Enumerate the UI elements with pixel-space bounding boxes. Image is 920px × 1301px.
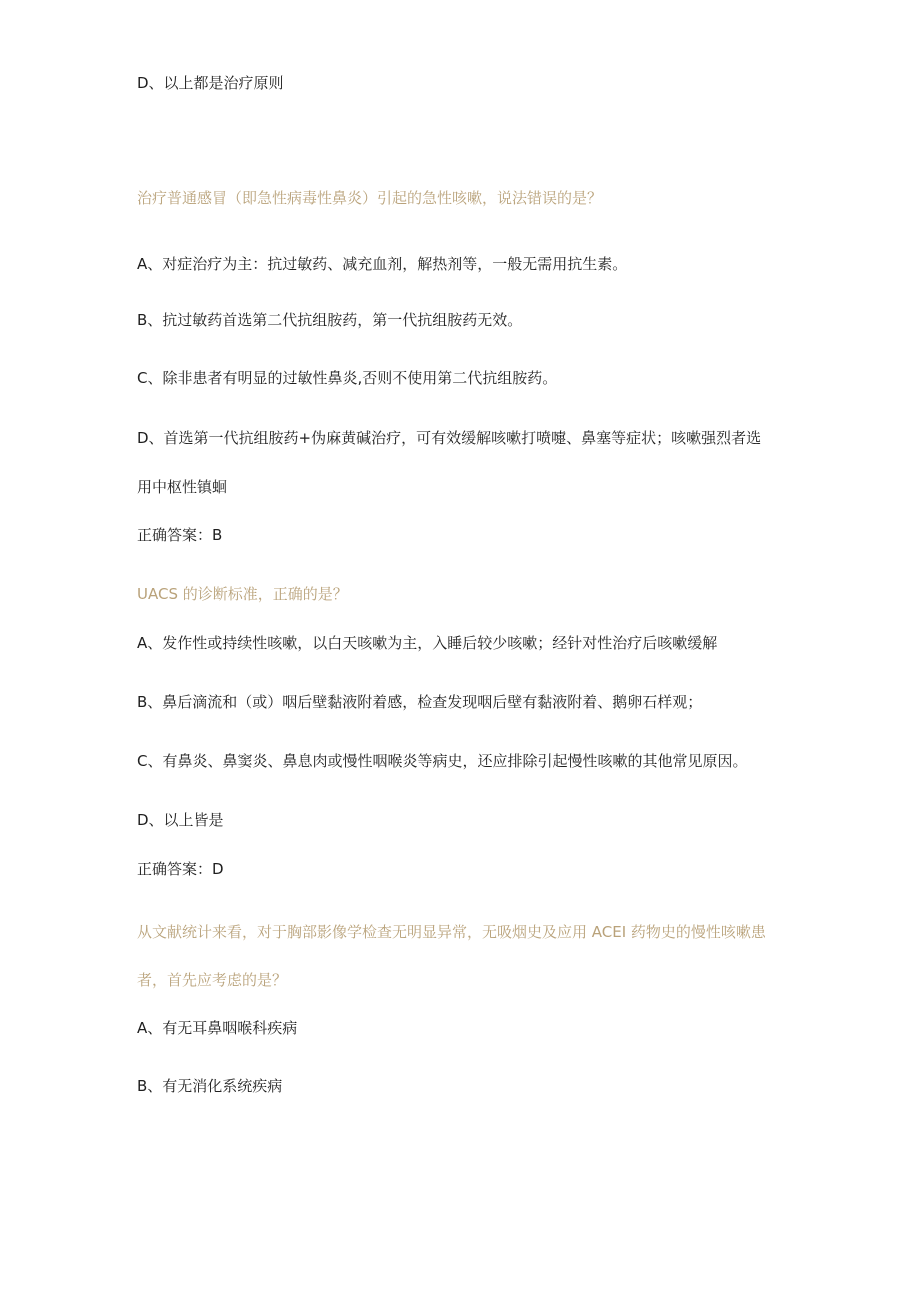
question-4: 从文献统计来看，对于胸部影像学检查无明显异常，无吸烟史及应用 ACEI 药物史的慢性咳嗽患 — [137, 923, 766, 941]
option-d-prev: D、以上都是治疗原则 — [137, 74, 284, 92]
q4-option-b: B、有无消化系统疾病 — [137, 1077, 283, 1095]
q3-option-c: C、有鼻炎、鼻窦炎、鼻息肉或慢性咽喉炎等病史，还应排除引起慢性咳嗽的其他常见原因。 — [137, 752, 748, 770]
q3-option-b: B、鼻后滴流和（或）咽后壁黏液附着感，检查发现咽后壁有黏液附着、鹅卵石样观； — [137, 693, 703, 711]
q3-option-d: D、以上皆是 — [137, 811, 224, 829]
q3-answer: 正确答案：D — [137, 860, 224, 878]
q4-option-a: A、有无耳鼻咽喉科疾病 — [137, 1019, 298, 1037]
question-2: 治疗普通感冒（即急性病毒性鼻炎）引起的急性咳嗽，说法错误的是？ — [137, 189, 603, 207]
question-4-cont: 者，首先应考虑的是？ — [137, 971, 288, 989]
q2-option-d: D、首选第一代抗组胺药+伪麻黄碱治疗，可有效缓解咳嗽打喷嚏、鼻塞等症状；咳嗽强烈者选 — [137, 429, 762, 447]
q2-option-d-cont: 用中枢性镇蛔 — [137, 478, 228, 496]
q2-option-c: C、除非患者有明显的过敏性鼻炎,否则不使用第二代抗组胺药。 — [137, 369, 558, 387]
q2-answer: 正确答案：B — [137, 526, 223, 544]
question-3: UACS 的诊断标准，正确的是？ — [137, 585, 348, 603]
q2-option-a: A、对症治疗为主：抗过敏药、减充血剂，解热剂等，一般无需用抗生素。 — [137, 255, 628, 273]
q3-option-a: A、发作性或持续性咳嗽，以白天咳嗽为主，入睡后较少咳嗽；经针对性治疗后咳嗽缓解 — [137, 634, 718, 652]
q2-option-b: B、抗过敏药首选第二代抗组胺药，第一代抗组胺药无效。 — [137, 311, 523, 329]
